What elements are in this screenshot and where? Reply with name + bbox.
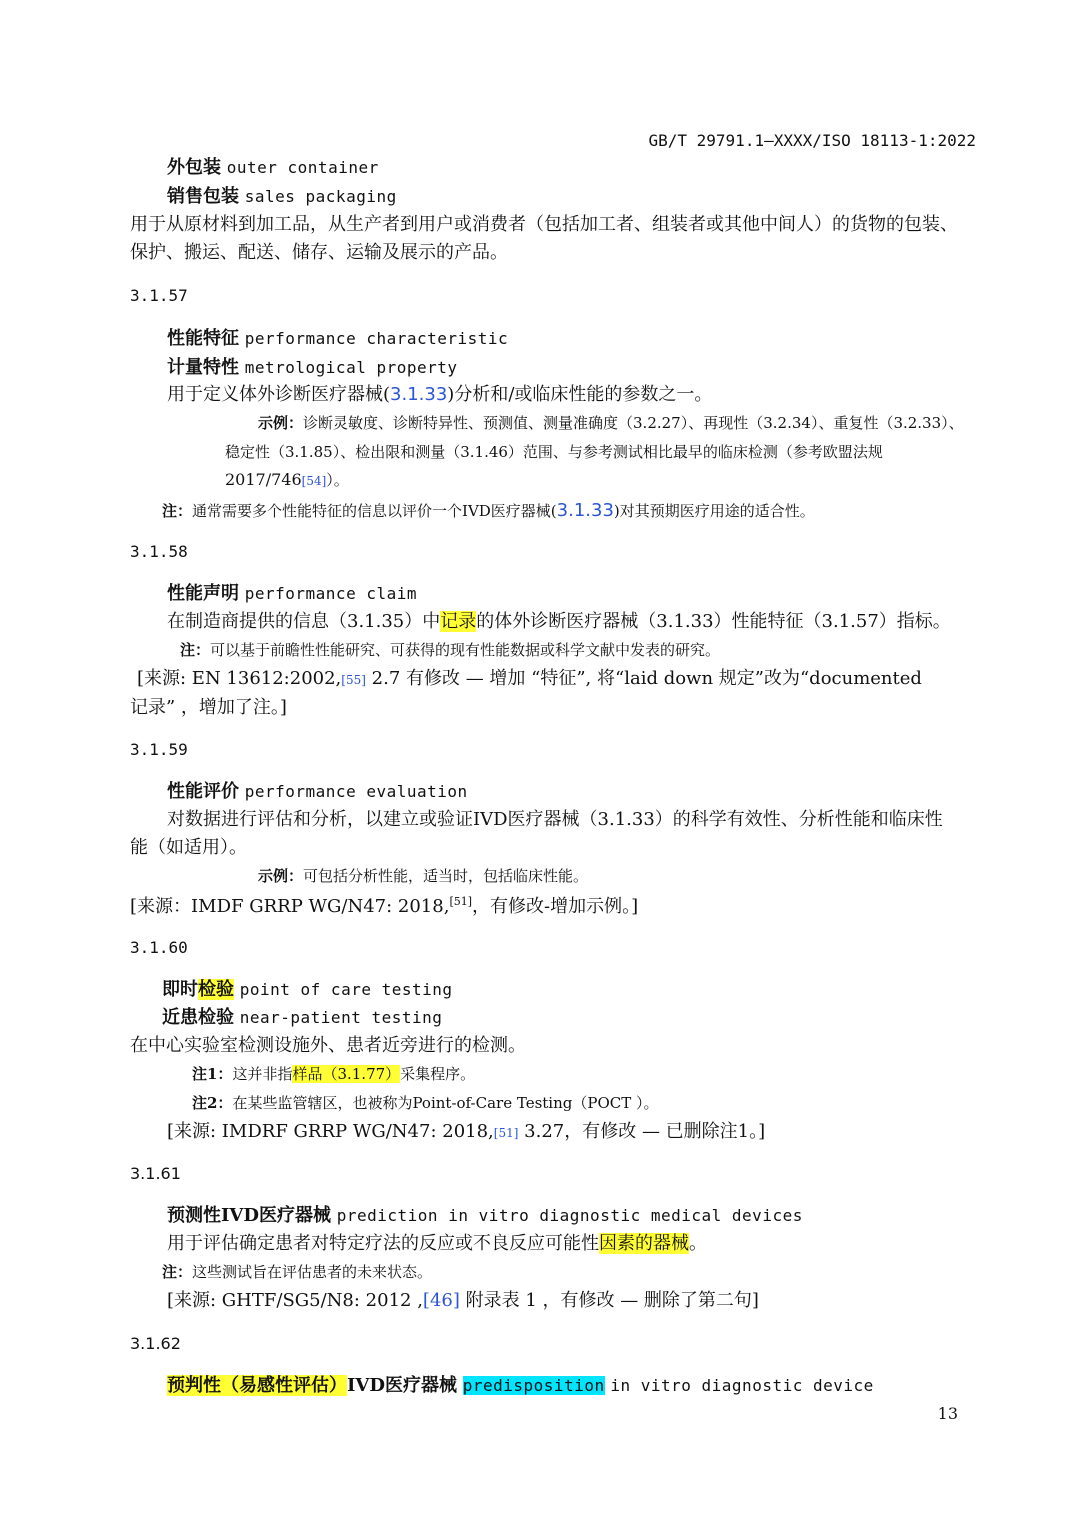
term-performance-characteristic bbox=[167, 328, 508, 350]
example-text: 可包括分析性能，适当时，包括临床性能。 bbox=[303, 867, 589, 885]
highlighted-term-en: predisposition bbox=[462, 1376, 605, 1395]
source-line bbox=[167, 1290, 759, 1312]
term-en: sales packaging bbox=[244, 187, 397, 206]
term-sales-packaging bbox=[167, 186, 397, 208]
note-text: )对其预期医疗用途的适合性。 bbox=[613, 502, 815, 520]
highlighted-text: 记录 bbox=[440, 611, 477, 632]
note-label: 注2： bbox=[192, 1094, 233, 1112]
note-text: 在某些监管辖区，也被称为Point-of-Care Testing（POCT ）。 bbox=[232, 1094, 659, 1112]
definition-text: 在制造商提供的信息（3.1.35）中 bbox=[167, 611, 441, 632]
term-performance-evaluation bbox=[167, 781, 468, 803]
note-line bbox=[162, 1263, 432, 1281]
term-cn: 计量特性 bbox=[167, 357, 239, 378]
term-point-of-care-testing bbox=[162, 979, 453, 1001]
term-prediction-ivd-device bbox=[167, 1205, 803, 1227]
term-outer-container bbox=[167, 157, 379, 179]
definition-text: 。 bbox=[689, 1233, 707, 1254]
citation-ref[interactable]: [46] bbox=[422, 1290, 460, 1311]
term-predisposition-ivd-device bbox=[167, 1375, 874, 1397]
section-number: 3.1.58 bbox=[130, 542, 188, 561]
term-en: near-patient testing bbox=[239, 1008, 443, 1027]
term-cn: 性能声明 bbox=[167, 583, 239, 604]
definition-line: 在中心实验室检测设施外、患者近旁进行的检测。 bbox=[130, 1035, 526, 1056]
definition-line bbox=[167, 1233, 707, 1255]
example-label: 示例： bbox=[258, 414, 304, 432]
definition-line: 保护、搬运、配送、储存、运输及展示的产品。 bbox=[130, 242, 508, 263]
source-text: 3.27，有修改 — 已删除注1。] bbox=[518, 1121, 766, 1142]
source-text: [来源: EN 13612:2002, bbox=[137, 668, 342, 689]
section-number: 3.1.59 bbox=[130, 740, 188, 759]
section-number: 3.1.61 bbox=[130, 1164, 181, 1183]
definition-text: 的体外诊断医疗器械（3.1.33）性能特征（3.1.57）指标。 bbox=[476, 611, 951, 632]
term-cn: 近患检验 bbox=[162, 1007, 234, 1028]
source-line bbox=[137, 668, 922, 690]
citation-ref[interactable]: [51] bbox=[449, 895, 473, 908]
term-cn: 即时 bbox=[162, 979, 198, 1000]
definition-line bbox=[167, 384, 712, 406]
term-cn: 销售包装 bbox=[167, 186, 239, 207]
term-cn: 外包装 bbox=[167, 157, 221, 178]
note-line bbox=[192, 1065, 475, 1083]
note-line bbox=[192, 1094, 659, 1112]
term-en: metrological property bbox=[244, 358, 458, 377]
example-text: 诊断灵敏度、诊断特异性、预测值、测量准确度（3.2.27）、再现性（3.2.34）、重复性（3.2.33）、 bbox=[303, 414, 964, 432]
citation-ref[interactable]: [51] bbox=[493, 1126, 519, 1140]
cross-reference[interactable]: 3.1.33 bbox=[390, 384, 448, 405]
section-number: 3.1.60 bbox=[130, 938, 188, 957]
section-number: 3.1.57 bbox=[130, 286, 188, 305]
source-text: ，有修改-增加示例。] bbox=[472, 896, 639, 917]
source-line: 记录” ，增加了注。] bbox=[130, 697, 287, 718]
note-line bbox=[162, 500, 815, 522]
term-en: outer container bbox=[226, 158, 379, 177]
term-en: performance claim bbox=[244, 584, 417, 603]
note-text: 采集程序。 bbox=[400, 1065, 476, 1083]
definition-line: 能（如适用）。 bbox=[130, 837, 247, 858]
example-line bbox=[225, 470, 349, 489]
note-text: 这些测试旨在评估患者的未来状态。 bbox=[192, 1263, 433, 1281]
note-label: 注： bbox=[162, 1263, 193, 1281]
example-line bbox=[258, 414, 964, 432]
note-line bbox=[180, 641, 720, 659]
source-text: [来源：IMDF GRRP WG/N47: 2018, bbox=[130, 896, 450, 917]
example-text: 2017/746 bbox=[225, 470, 302, 489]
term-en: point of care testing bbox=[239, 980, 453, 999]
highlighted-text: 因素的器械 bbox=[599, 1233, 689, 1254]
term-en: prediction in vitro diagnostic medical devices bbox=[336, 1206, 803, 1225]
section-number: 3.1.62 bbox=[130, 1334, 181, 1353]
citation-ref[interactable]: [54] bbox=[301, 474, 327, 488]
note-text: 通常需要多个性能特征的信息以评价一个IVD医疗器械( bbox=[192, 502, 557, 520]
term-cn: 性能评价 bbox=[167, 781, 239, 802]
page-number: 13 bbox=[937, 1404, 958, 1423]
definition-text: )分析和/或临床性能的参数之一。 bbox=[447, 384, 713, 405]
definition-line: 用于从原材料到加工品，从生产者到用户或消费者（包括加工者、组装者或其他中间人）的货物的包装、 bbox=[130, 214, 958, 235]
term-en: performance evaluation bbox=[244, 782, 468, 801]
document-header-id: GB/T 29791.1—XXXX/ISO 18113-1:2022 bbox=[648, 131, 976, 150]
definition-line: 对数据进行评估和分析，以建立或验证IVD医疗器械（3.1.33）的科学有效性、分析性能和临床性 bbox=[167, 809, 943, 830]
note-label: 注： bbox=[180, 641, 211, 659]
citation-ref[interactable]: [55] bbox=[341, 673, 366, 687]
highlighted-text: 样品（3.1.77） bbox=[292, 1065, 401, 1083]
source-line bbox=[130, 895, 638, 918]
note-label: 注1： bbox=[192, 1065, 233, 1083]
term-performance-claim bbox=[167, 583, 417, 605]
note-text: 这并非指 bbox=[232, 1065, 293, 1083]
source-text: 附录表 1 ，有修改 — 删除了第二句] bbox=[459, 1290, 759, 1311]
term-metrological-property bbox=[167, 357, 458, 379]
note-label: 注： bbox=[162, 502, 193, 520]
highlighted-text: 检验 bbox=[198, 979, 234, 1000]
term-cn: 预测性IVD医疗器械 bbox=[167, 1205, 331, 1226]
example-line: 稳定性（3.1.85）、检出限和测量（3.1.46）范围、与参考测试相比最早的临床检测（参考欧盟法规 bbox=[225, 443, 883, 461]
example-label: 示例： bbox=[258, 867, 304, 885]
term-en: in vitro diagnostic device bbox=[610, 1376, 874, 1395]
source-line bbox=[167, 1121, 765, 1143]
definition-text: 用于评估确定患者对特定疗法的反应或不良反应可能性 bbox=[167, 1233, 599, 1254]
term-cn: IVD医疗器械 bbox=[347, 1375, 457, 1396]
cross-reference[interactable]: 3.1.33 bbox=[556, 500, 614, 521]
source-text: [来源: GHTF/SG5/N8: 2012 , bbox=[167, 1290, 423, 1311]
note-text: 可以基于前瞻性性能研究、可获得的现有性能数据或科学文献中发表的研究。 bbox=[210, 641, 721, 659]
source-text: 2.7 有修改 — 增加 “特征”, 将“laid down 规定”改为“documented bbox=[365, 668, 922, 689]
example-line bbox=[258, 867, 588, 885]
term-cn: 性能特征 bbox=[167, 328, 239, 349]
highlighted-text: 预判性（易感性评估） bbox=[167, 1375, 347, 1396]
definition-line bbox=[167, 611, 951, 633]
source-text: [来源: IMDRF GRRP WG/N47: 2018, bbox=[167, 1121, 494, 1142]
definition-text: 用于定义体外诊断医疗器械( bbox=[167, 384, 391, 405]
term-en: performance characteristic bbox=[244, 329, 509, 348]
example-text: ）。 bbox=[326, 471, 349, 489]
term-near-patient-testing bbox=[162, 1007, 442, 1029]
